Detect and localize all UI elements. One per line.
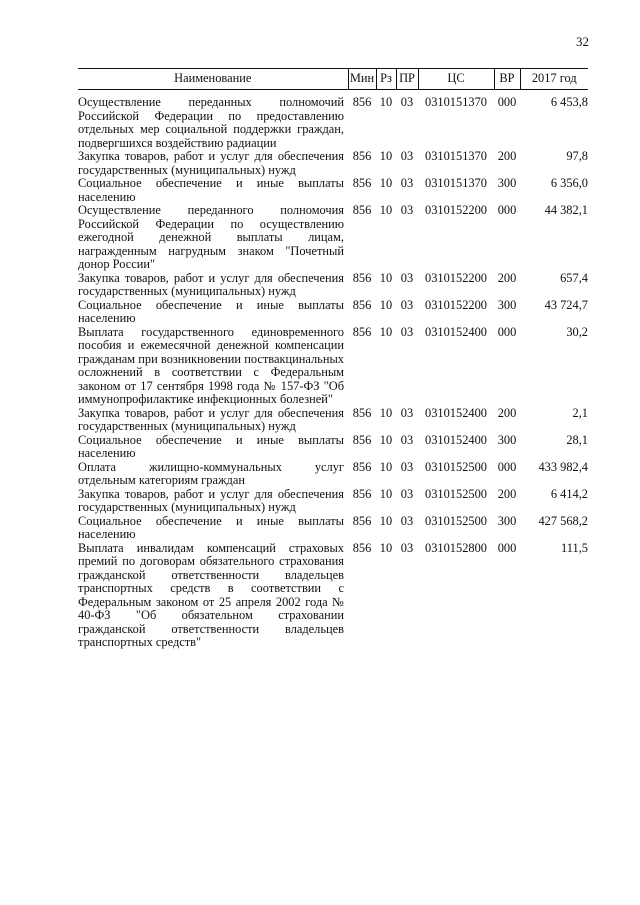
row-min: 856	[352, 203, 372, 217]
row-amount: 43 724,7	[544, 297, 588, 312]
table-row	[78, 204, 588, 272]
header-rz: Рз	[376, 69, 396, 90]
row-cs: 0310152400	[425, 324, 487, 339]
row-vr: 000	[497, 540, 517, 555]
row-amount: 6 356,0	[550, 176, 588, 190]
row-rz: 10	[379, 203, 393, 217]
row-pr: 03	[400, 540, 414, 555]
table-row	[78, 515, 588, 542]
row-pr: 03	[400, 459, 414, 474]
row-name: Закупка товаров, работ и услуг для обеспечения государственных (муниципальных) нужд	[78, 486, 344, 514]
row-amount: 6 414,2	[550, 486, 588, 501]
row-vr: 300	[497, 513, 517, 528]
header-name: Наименование	[78, 69, 348, 90]
row-rz: 10	[379, 513, 393, 528]
row-pr: 03	[400, 270, 414, 285]
row-min: 856	[352, 324, 372, 339]
row-pr: 03	[400, 95, 414, 109]
row-cs: 0310151370	[425, 149, 487, 163]
row-amount: 427 568,2	[538, 513, 588, 528]
row-min: 856	[352, 270, 372, 285]
row-rz: 10	[379, 486, 393, 501]
row-pr: 03	[400, 324, 414, 339]
row-pr: 03	[400, 176, 414, 190]
header-cs: ЦС	[418, 69, 494, 90]
table-body	[78, 90, 588, 650]
row-rz: 10	[379, 540, 393, 555]
row-name: Закупка товаров, работ и услуг для обеспечения государственных (муниципальных) нужд	[78, 405, 344, 433]
table-row	[78, 434, 588, 461]
row-pr: 03	[400, 486, 414, 501]
row-cs: 0310151370	[425, 95, 487, 109]
row-rz: 10	[379, 324, 393, 339]
row-pr: 03	[400, 149, 414, 163]
table-row	[78, 272, 588, 299]
row-vr: 000	[497, 324, 517, 339]
table-row	[78, 326, 588, 407]
row-min: 856	[352, 540, 372, 555]
row-rz: 10	[379, 459, 393, 474]
row-name: Осуществление переданного полномочия Российской Федерации по осуществлению ежегодной денежной выплаты лицам, награжденным нагрудным знаком "Почетный донор России"	[78, 203, 344, 271]
row-name: Социальное обеспечение и иные выплаты населению	[78, 176, 344, 204]
row-min: 856	[352, 486, 372, 501]
page-number: 32	[576, 34, 589, 49]
row-rz: 10	[379, 297, 393, 312]
row-pr: 03	[400, 513, 414, 528]
row-rz: 10	[379, 270, 393, 285]
row-min: 856	[352, 176, 372, 190]
row-vr: 000	[497, 459, 517, 474]
row-pr: 03	[400, 297, 414, 312]
row-vr: 300	[497, 432, 517, 447]
row-amount: 111,5	[561, 540, 588, 555]
row-rz: 10	[379, 405, 393, 420]
row-amount: 2,1	[572, 405, 588, 420]
row-name: Выплата инвалидам компенсаций страховых премий по договорам обязательного страхования гражданской ответственности владельцев транспортных средств в соответствии с Федеральным законом от 25 апреля 2002 года № 40-ФЗ "Об обязательном страховании гражданской ответственности владельцев транспортных средств"	[78, 540, 344, 649]
row-cs: 0310152500	[425, 459, 487, 474]
budget-table	[78, 68, 588, 650]
row-name: Социальное обеспечение и иные выплаты населению	[78, 513, 344, 541]
row-min: 856	[352, 513, 372, 528]
row-min: 856	[352, 149, 372, 163]
header-pr: ПР	[396, 69, 418, 90]
row-name: Закупка товаров, работ и услуг для обеспечения государственных (муниципальных) нужд	[78, 270, 344, 298]
row-pr: 03	[400, 203, 414, 217]
row-vr: 300	[497, 297, 517, 312]
row-rz: 10	[379, 432, 393, 447]
header-year: 2017 год	[520, 69, 588, 90]
row-amount: 97,8	[566, 149, 588, 163]
table-row	[78, 90, 588, 151]
row-name: Осуществление переданных полномочий Российской Федерации по предоставлению отдельных мер социальной поддержки граждан, подвергшихся воздействию радиации	[78, 95, 344, 150]
row-cs: 0310152400	[425, 405, 487, 420]
table-row	[78, 488, 588, 515]
row-vr: 200	[497, 149, 517, 163]
row-min: 856	[352, 405, 372, 420]
row-pr: 03	[400, 432, 414, 447]
row-rz: 10	[379, 176, 393, 190]
row-name: Закупка товаров, работ и услуг для обеспечения государственных (муниципальных) нужд	[78, 149, 344, 177]
row-pr: 03	[400, 405, 414, 420]
table-row	[78, 150, 588, 177]
row-amount: 44 382,1	[544, 203, 588, 217]
table-row	[78, 407, 588, 434]
row-name: Оплата жилищно-коммунальных услуг отдельным категориям граждан	[78, 459, 344, 487]
row-min: 856	[352, 95, 372, 109]
row-cs: 0310152200	[425, 297, 487, 312]
row-min: 856	[352, 297, 372, 312]
row-cs: 0310152500	[425, 513, 487, 528]
row-amount: 433 982,4	[538, 459, 588, 474]
row-amount: 28,1	[566, 432, 588, 447]
table-row	[78, 177, 588, 204]
row-vr: 000	[497, 95, 517, 109]
row-cs: 0310151370	[425, 176, 487, 190]
row-vr: 200	[497, 270, 517, 285]
row-cs: 0310152200	[425, 270, 487, 285]
header-min: Мин	[348, 69, 376, 90]
row-vr: 000	[497, 203, 517, 217]
row-rz: 10	[379, 149, 393, 163]
table-row	[78, 542, 588, 650]
row-vr: 200	[497, 405, 517, 420]
header-vr: ВР	[494, 69, 520, 90]
table-row	[78, 461, 588, 488]
row-vr: 200	[497, 486, 517, 501]
row-cs: 0310152400	[425, 432, 487, 447]
row-rz: 10	[379, 95, 393, 109]
row-min: 856	[352, 432, 372, 447]
row-amount: 30,2	[566, 324, 588, 339]
row-name: Выплата государственного единовременного пособия и ежемесячной денежной компенсации гражданам при возникновении поствакцинальных осложнений в соответствии с Федеральным законом от 17 сентября 1998 года № 157-ФЗ "Об иммунопрофилактике инфекционных болезней"	[78, 324, 344, 406]
row-cs: 0310152800	[425, 540, 487, 555]
table-header	[78, 69, 588, 90]
row-name: Социальное обеспечение и иные выплаты населению	[78, 297, 344, 325]
row-cs: 0310152200	[425, 203, 487, 217]
row-name: Социальное обеспечение и иные выплаты населению	[78, 432, 344, 460]
row-cs: 0310152500	[425, 486, 487, 501]
table-row	[78, 299, 588, 326]
row-min: 856	[352, 459, 372, 474]
row-vr: 300	[497, 176, 517, 190]
row-amount: 657,4	[560, 270, 588, 285]
row-amount: 6 453,8	[550, 95, 588, 109]
